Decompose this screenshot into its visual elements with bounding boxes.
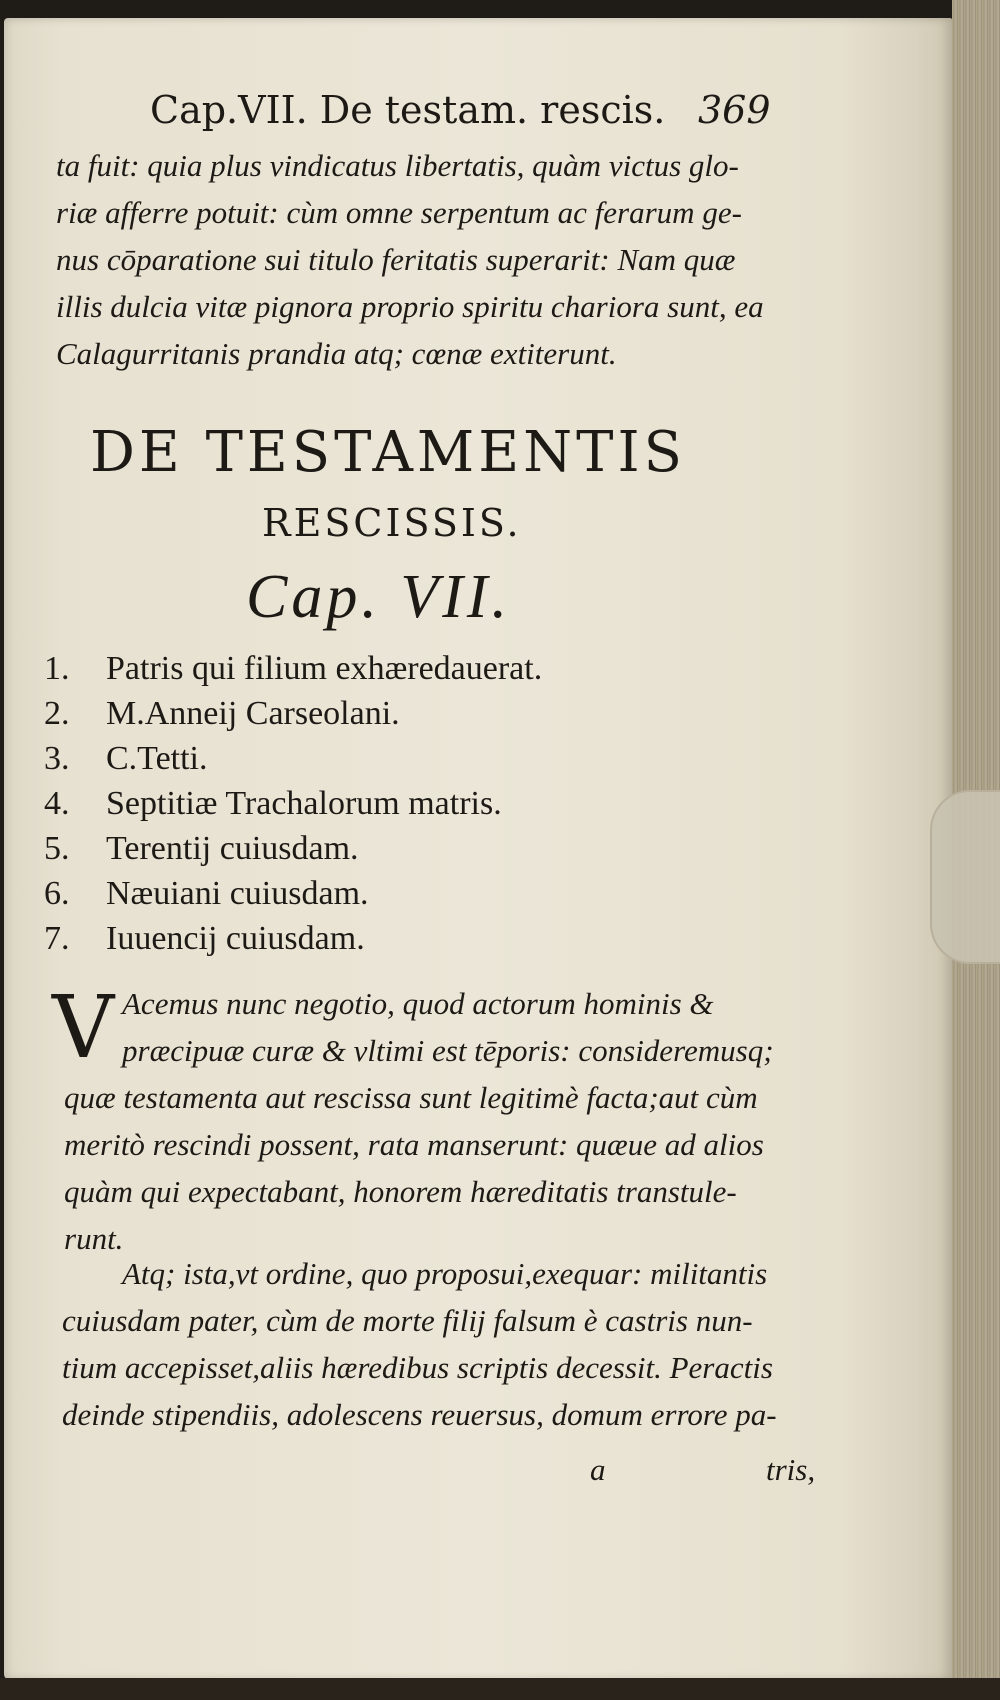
item-label: M.Anneij Carseolani. xyxy=(106,695,400,732)
chapter-heading: Cap. VII. xyxy=(246,563,512,631)
text-line: runt. xyxy=(64,1221,124,1256)
text-line: quàm qui expectabant, honorem hæreditatis transtule- xyxy=(64,1174,737,1209)
list-item xyxy=(44,875,764,920)
thumb-tab xyxy=(930,790,1000,964)
text-line: tium accepisset,aliis hæredibus scriptis decessit. Peractis xyxy=(62,1350,773,1385)
paragraph-story xyxy=(62,1250,777,1438)
item-number: 6. xyxy=(44,875,70,912)
text-line: deinde stipendiis, adolescens reuersus, domum errore pa- xyxy=(62,1397,777,1432)
catchword: tris, xyxy=(766,1452,816,1487)
section-title: DE TESTAMENTIS xyxy=(90,420,686,485)
item-number: 1. xyxy=(44,650,70,687)
item-label: Terentij cuiusdam. xyxy=(106,830,359,867)
list-item xyxy=(44,740,764,785)
item-number: 4. xyxy=(44,785,70,822)
list-item xyxy=(44,785,764,830)
chapter-contents xyxy=(44,650,764,965)
item-label: Septitiæ Trachalorum matris. xyxy=(106,785,502,822)
section-subtitle: RESCISSIS. xyxy=(262,501,522,545)
text-line: ta fuit: quia plus vindicatus libertatis, quàm victus glo- xyxy=(56,148,739,183)
item-number: 7. xyxy=(44,920,70,957)
text-line: præcipuæ curæ & vltimi est tēporis: consideremusq; xyxy=(122,1033,774,1068)
text-line: Calagurritanis prandia atq; cœnæ extiterunt. xyxy=(56,336,617,371)
list-item xyxy=(44,920,764,965)
text-line: meritò rescindi possent, rata manserunt: quæue ad alios xyxy=(64,1127,764,1162)
text-line: quæ testamenta aut rescissa sunt legitimè facta;aut cùm xyxy=(64,1080,758,1115)
item-number: 2. xyxy=(44,695,70,732)
running-head: Cap.VII. De testam. rescis. xyxy=(150,88,666,132)
list-item xyxy=(44,695,764,740)
item-label: Patris qui filium exhæredauerat. xyxy=(106,650,543,687)
page-number: 369 xyxy=(698,88,771,132)
list-item xyxy=(44,830,764,875)
text-line: Acemus nunc negotio, quod actorum hominis & xyxy=(122,986,714,1021)
paragraph-intro xyxy=(64,980,774,1262)
item-label: Iuuencij cuiusdam. xyxy=(106,920,365,957)
item-label: Næuiani cuiusdam. xyxy=(106,875,369,912)
paragraph-top xyxy=(56,142,764,377)
text-line: Atq; ista,vt ordine, quo proposui,exequar: militantis xyxy=(122,1256,768,1291)
signature-mark: a xyxy=(590,1452,606,1487)
text-line: cuiusdam pater, cùm de morte filij falsum è castris nun- xyxy=(62,1303,753,1338)
item-number: 5. xyxy=(44,830,70,867)
list-item xyxy=(44,650,764,695)
text-line: nus cōparatione sui titulo feritatis superarit: Nam quæ xyxy=(56,242,736,277)
item-label: C.Tetti. xyxy=(106,740,208,777)
text-line: illis dulcia vitæ pignora proprio spiritu chariora sunt, ea xyxy=(56,289,764,324)
drop-capital: V xyxy=(52,978,115,1078)
bottom-shadow xyxy=(0,1678,1000,1700)
text-line: riæ afferre potuit: cùm omne serpentum ac ferarum ge- xyxy=(56,195,742,230)
item-number: 3. xyxy=(44,740,70,777)
